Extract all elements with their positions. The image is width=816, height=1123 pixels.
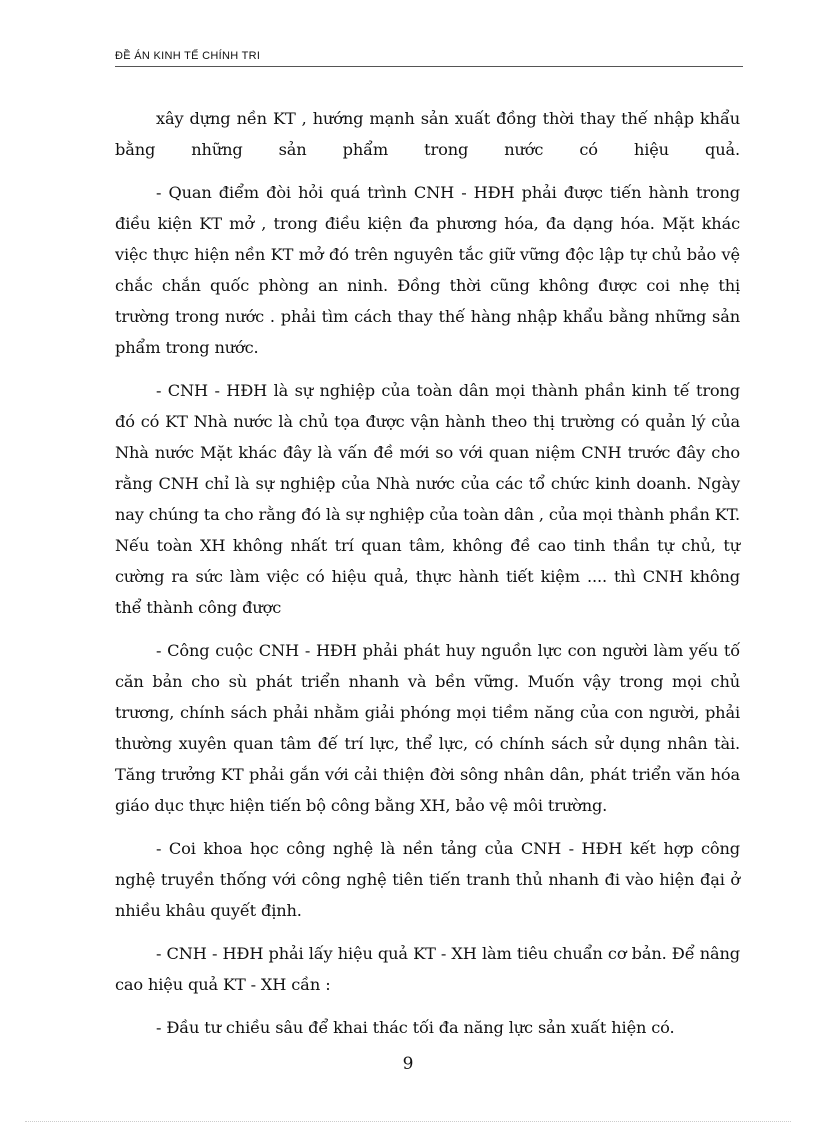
paragraph-1: xây dựng nền KT , hướng mạnh sản xuất đồng thời thay thế nhập khẩu bằng những sản phẩm trong nước có hiệu quả. bbox=[115, 109, 740, 159]
paragraph-5: - Coi khoa học công nghệ là nền tảng của CNH - HĐH kết hợp công nghệ truyền thống với công nghệ tiên tiến tranh thủ nhanh đi vào hiện đại ở nhiều khâu quyết định. bbox=[115, 839, 740, 920]
paragraph-6: - CNH - HĐH phải lấy hiệu quả KT - XH làm tiêu chuẩn cơ bản. Để nâng cao hiệu quả KT - XH cần : bbox=[115, 944, 740, 994]
paragraph-3: - CNH - HĐH là sự nghiệp của toàn dân mọi thành phần kinh tế trong đó có KT Nhà nước là chủ tọa được vận hành theo thị trường có quản lý của Nhà nước Mặt khác đây là vấn đề mới so với quan niệm CNH trước đây cho rằng CNH chỉ là sự nghiệp của Nhà nước của các tổ chức kinh doanh. Ngày nay chúng ta cho rằng đó là sự nghiệp của toàn dân , của mọi thành phần KT. Nếu toàn XH không nhất trí quan tâm, không đề cao tinh thần tự chủ, tự cường ra sức làm việc có hiệu quả, thực hành tiết kiệm .... thì CNH không thể thành công được bbox=[115, 381, 740, 617]
paragraph-4: - Công cuộc CNH - HĐH phải phát huy nguồn lực con người làm yếu tố căn bản cho sù phát triển nhanh và bền vững. Muốn vậy trong mọi chủ trương, chính sách phải nhằm giải phóng mọi tiềm năng của con người, phải thường xuyên quan tâm đế trí lực, thể lực, có chính sách sử dụng nhân tài. Tăng trưởng KT phải gắn với cải thiện đời sông nhân dân, phát triển văn hóa giáo dục thực hiện tiến bộ công bằng XH, bảo vệ môi trường. bbox=[115, 641, 740, 815]
document-body bbox=[115, 103, 740, 1055]
paragraph-7: - Đầu tư chiều sâu để khai thác tối đa năng lực sản xuất hiện có. bbox=[156, 1018, 675, 1037]
page-number: 9 bbox=[402, 1054, 414, 1074]
paragraph-2: - Quan điểm đòi hỏi quá trình CNH - HĐH phải được tiến hành trong điều kiện KT mở , trong điều kiện đa phương hóa, đa dạng hóa. Mặt khác việc thực hiện nền KT mở đó trên nguyên tắc giữ vững độc lập tự chủ bảo vệ chắc chắn quốc phòng an ninh. Đồng thời cũng không được coi nhẹ thị trường trong nước . phải tìm cách thay thế hàng nhập khẩu bằng những sản phẩm trong nước. bbox=[115, 183, 740, 357]
running-header: ĐỀ ÁN KINH TẾ CHÍNH TRI bbox=[115, 50, 743, 67]
footer-divider bbox=[25, 1121, 791, 1122]
